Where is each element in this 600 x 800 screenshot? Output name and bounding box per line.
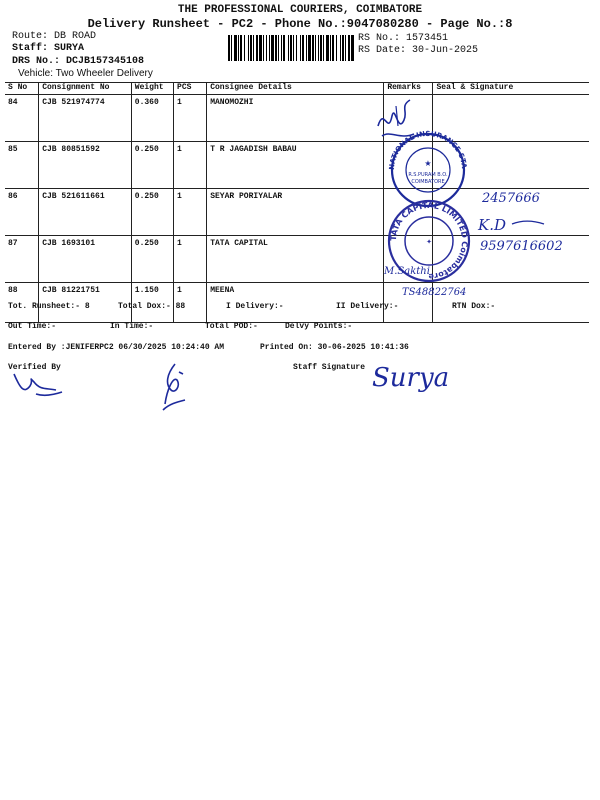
total-pod: Total POD:- — [205, 322, 258, 331]
stamp2-text: TATA CAPITAL LIMITED Coimbatore — [388, 200, 470, 282]
verified-by-label: Verified By — [8, 363, 61, 372]
col-remarks: Remarks — [384, 83, 433, 95]
cell-pcs: 1 — [174, 283, 207, 323]
cell-consignee: MEENA — [207, 283, 384, 323]
row87-handwriting — [472, 210, 600, 260]
row86-handwriting — [478, 176, 578, 212]
barcode-graphic — [228, 35, 352, 61]
cell-consignee: TATA CAPITAL — [207, 236, 384, 283]
col-weight: Weight — [131, 83, 173, 95]
cell-consignee: SEYAR PORIYALAR — [207, 189, 384, 236]
cell-pcs: 1 — [174, 95, 207, 142]
row87-phone: 9597616602 — [480, 239, 563, 254]
i-delivery: I Delivery:- — [226, 302, 284, 311]
row88-name: M.Sakthi — [384, 266, 430, 277]
row87-name: K.D — [478, 216, 507, 234]
staff-signature-label: Staff Signature — [293, 363, 366, 372]
rs-number: RS No.: 1573451 — [358, 33, 449, 44]
staff-signature — [370, 356, 470, 396]
cell-weight: 0.360 — [131, 95, 173, 142]
cell-pcs: 1 — [174, 236, 207, 283]
cell-sno: 84 — [5, 95, 39, 142]
vehicle-label: Vehicle: Two Wheeler Delivery — [18, 68, 153, 79]
tot-runsheet: Tot. Runsheet:- 8 — [8, 302, 90, 311]
cell-consignee: T R JAGADISH BABAU — [207, 142, 384, 189]
cell-consignment: CJB 1693101 — [39, 236, 132, 283]
cell-sno: 85 — [5, 142, 39, 189]
cell-weight: 0.250 — [131, 189, 173, 236]
svg-text:★: ★ — [424, 159, 432, 168]
entered-by: Entered By :JENIFERPC2 06/30/2025 10:24:40 AM — [8, 343, 225, 352]
delvy-points: Delvy Points:- — [285, 322, 353, 331]
cell-consignment: CJB 80851592 — [39, 142, 132, 189]
cell-weight: 1.150 — [131, 283, 173, 323]
svg-text:COIMBATORE: COIMBATORE — [411, 179, 445, 185]
svg-text:R.S.PURAM B.O.: R.S.PURAM B.O. — [408, 172, 448, 178]
cell-pcs: 1 — [174, 189, 207, 236]
cell-consignment: CJB 81221751 — [39, 283, 132, 323]
company-title: THE PROFESSIONAL COURIERS, COIMBATORE — [177, 4, 423, 16]
row88-handwriting — [380, 262, 520, 302]
cell-pcs: 1 — [174, 142, 207, 189]
rs-date: RS Date: 30-Jun-2025 — [358, 45, 479, 56]
cell-consignee: MANOMOZHI — [207, 95, 384, 142]
cell-weight: 0.250 — [131, 142, 173, 189]
runsheet-title: Delivery Runsheet - PC2 - Phone No.:9047080280 - Page No.:8 — [87, 17, 513, 31]
svg-text:✦: ✦ — [426, 238, 432, 246]
out-time: Out Time:- — [8, 322, 57, 331]
row86-note: 2457666 — [482, 191, 540, 206]
table-header-row — [5, 83, 589, 95]
verified-signature-2 — [155, 360, 195, 416]
printed-on: Printed On: 30-06-2025 10:41:36 — [260, 343, 409, 352]
cell-sno: 86 — [5, 189, 39, 236]
cell-sno: 88 — [5, 283, 39, 323]
rtn-dox: RTN Dox:- — [452, 302, 496, 311]
cell-weight: 0.250 — [131, 236, 173, 283]
staff-label: Staff: SURYA — [12, 43, 85, 54]
drs-number: DRS No.: DCJB157345108 — [12, 56, 145, 67]
in-time: In Time:- — [110, 322, 154, 331]
staff-sig-text: Surya — [372, 363, 450, 393]
col-consignee: Consignee Details — [207, 83, 384, 95]
cell-consignment: CJB 521974774 — [39, 95, 132, 142]
row84-signature — [370, 96, 420, 146]
stamp1-text: NATIONAL INSURANCE STAR R.S.PURAM B.O. COIMBATORE — [378, 122, 469, 171]
route-label: Route: DB ROAD — [12, 31, 97, 42]
row88-code: TS48822764 — [402, 287, 467, 298]
cell-sno: 87 — [5, 236, 39, 283]
total-dox: Total Dox:- 88 — [118, 302, 186, 311]
table-row — [5, 95, 589, 142]
col-sno: S No — [5, 83, 39, 95]
cell-consignment: CJB 521611661 — [39, 189, 132, 236]
col-consignment: Consignment No — [39, 83, 132, 95]
col-seal-signature: Seal & Signature — [433, 83, 589, 95]
ii-delivery: II Delivery:- — [336, 302, 399, 311]
col-pcs: PCS — [174, 83, 207, 95]
verified-signature — [10, 368, 70, 400]
